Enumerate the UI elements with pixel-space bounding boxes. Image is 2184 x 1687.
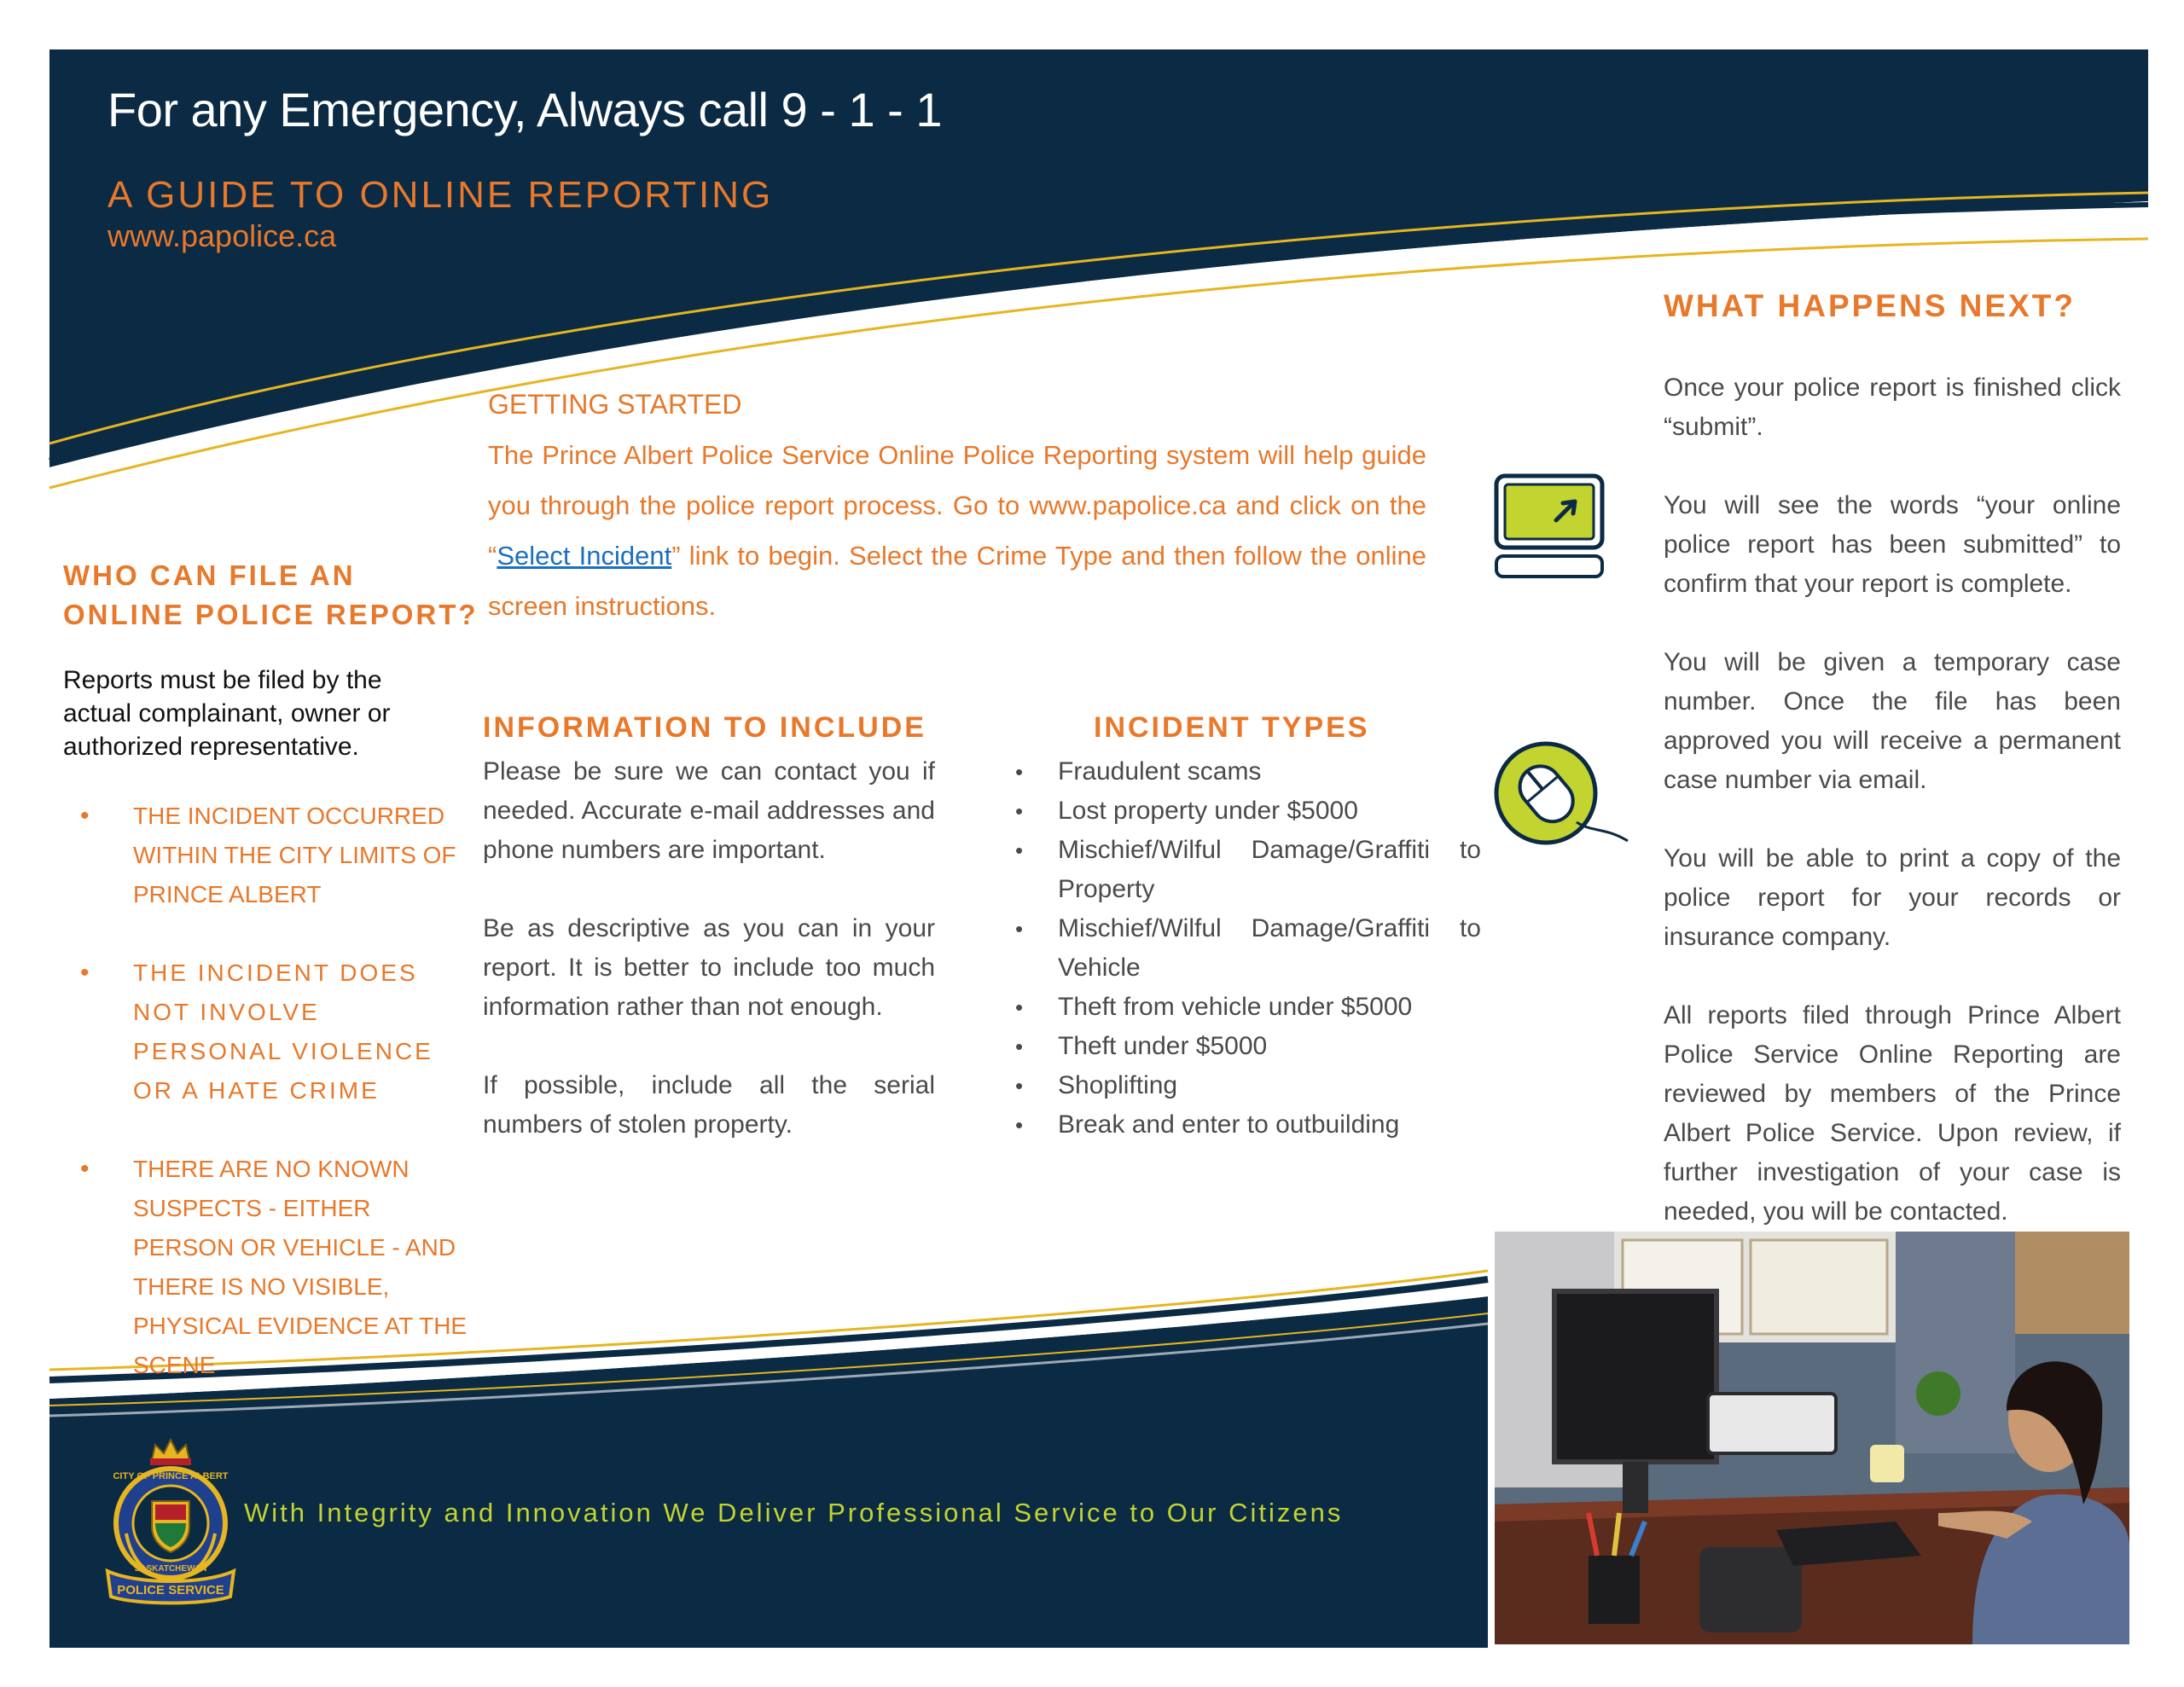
crest-banner-text: POLICE SERVICE bbox=[117, 1583, 224, 1597]
information-paragraph: Be as descriptive as you can in your report. It is better to include too much information rather than not enough. bbox=[483, 914, 935, 1021]
incident-type-item: • Mischief/Wilful Damage/Graffiti to Vehicle bbox=[1008, 909, 1481, 988]
information-body bbox=[483, 752, 935, 1184]
what-next-paragraph: You will be given a temporary case number. Once the file has been approved you will receive a permanent case number via email. bbox=[1664, 648, 2121, 794]
select-incident-link[interactable]: Select Incident bbox=[497, 541, 672, 571]
incident-types-heading: INCIDENT TYPES bbox=[1094, 711, 1370, 744]
getting-started-text-part2: ” link to begin. Select the Crime Type and then follow the online screen instructions. bbox=[488, 541, 1426, 621]
incident-types-list bbox=[1008, 752, 1481, 1145]
what-next-paragraph: All reports filed through Prince Albert Police Service Online Reporting are reviewed by members of the Prince Albert Police Service. Upon review, if further investigation of your case is needed, you will be contacted. bbox=[1664, 1001, 2121, 1226]
who-can-file-text: Reports must be filed by the actual complainant, owner or authorized representative. bbox=[63, 666, 391, 761]
computer-cursor-icon bbox=[1491, 471, 1607, 582]
what-happens-next-body bbox=[1664, 368, 2121, 1271]
getting-started-text-part1: The Prince Albert Police Service Online Police Reporting system will help guide you through the police report process. Go to www.papolice.ca and click on the “ bbox=[488, 440, 1426, 571]
footer-motto: With Integrity and Innovation We Deliver Professional Service to Our Citizens bbox=[244, 1498, 1344, 1528]
what-next-paragraph: Once your police report is finished click “submit”. bbox=[1664, 374, 2121, 441]
who-can-file-heading: WHO CAN FILE AN ONLINE POLICE REPORT? bbox=[63, 559, 479, 630]
getting-started-text bbox=[488, 430, 1426, 631]
mouse-icon bbox=[1491, 739, 1631, 851]
what-happens-next-heading: WHAT HAPPENS NEXT? bbox=[1664, 288, 2076, 323]
information-paragraph: Please be sure we can contact you if needed. Accurate e-mail addresses and phone numbers are important. bbox=[483, 757, 935, 864]
website-link[interactable]: www.papolice.ca bbox=[107, 218, 337, 253]
guide-title: A GUIDE TO ONLINE REPORTING bbox=[107, 174, 774, 216]
criteria-item: • THE INCIDENT OCCURRED WITHIN THE CITY LIMITS OF PRINCE ALBERT bbox=[80, 797, 473, 914]
criteria-item: • THERE ARE NO KNOWN SUSPECTS - EITHER PERSON OR VEHICLE - AND THERE IS NO VISIBLE, PHYSICAL EVIDENCE AT THE SCENE bbox=[80, 1150, 473, 1385]
police-crest-logo bbox=[102, 1435, 239, 1607]
office-photo bbox=[1495, 1232, 2129, 1644]
getting-started-heading: GETTING STARTED bbox=[488, 389, 742, 420]
information-paragraph: If possible, include all the serial numbers of stolen property. bbox=[483, 1071, 935, 1139]
incident-type-item: • Fraudulent scams bbox=[1008, 752, 1481, 791]
criteria-item: • THE INCIDENT DOES NOT INVOLVE PERSONAL VIOLENCE OR A HATE CRIME bbox=[80, 954, 473, 1110]
incident-type-item: • Break and enter to outbuilding bbox=[1008, 1105, 1481, 1145]
incident-type-item: • Mischief/Wilful Damage/Graffiti to Property bbox=[1008, 831, 1481, 909]
information-heading: INFORMATION TO INCLUDE bbox=[483, 711, 926, 744]
crest-ring-top-text: CITY OF PRINCE ALBERT bbox=[113, 1471, 229, 1481]
emergency-line: For any Emergency, Always call 9 - 1 - 1 bbox=[107, 83, 942, 136]
what-next-paragraph: You will see the words “your online police report has been submitted” to confirm that your report is complete. bbox=[1664, 491, 2121, 598]
incident-type-item: • Shoplifting bbox=[1008, 1066, 1481, 1105]
incident-type-item: • Theft from vehicle under $5000 bbox=[1008, 988, 1481, 1027]
incident-type-item: • Lost property under $5000 bbox=[1008, 791, 1481, 831]
what-next-paragraph: You will be able to print a copy of the police report for your records or insurance company. bbox=[1664, 844, 2121, 951]
criteria-list bbox=[80, 797, 473, 1424]
incident-type-item: • Theft under $5000 bbox=[1008, 1027, 1481, 1066]
crest-ring-bottom-text: SASKATCHEWAN bbox=[134, 1564, 207, 1574]
